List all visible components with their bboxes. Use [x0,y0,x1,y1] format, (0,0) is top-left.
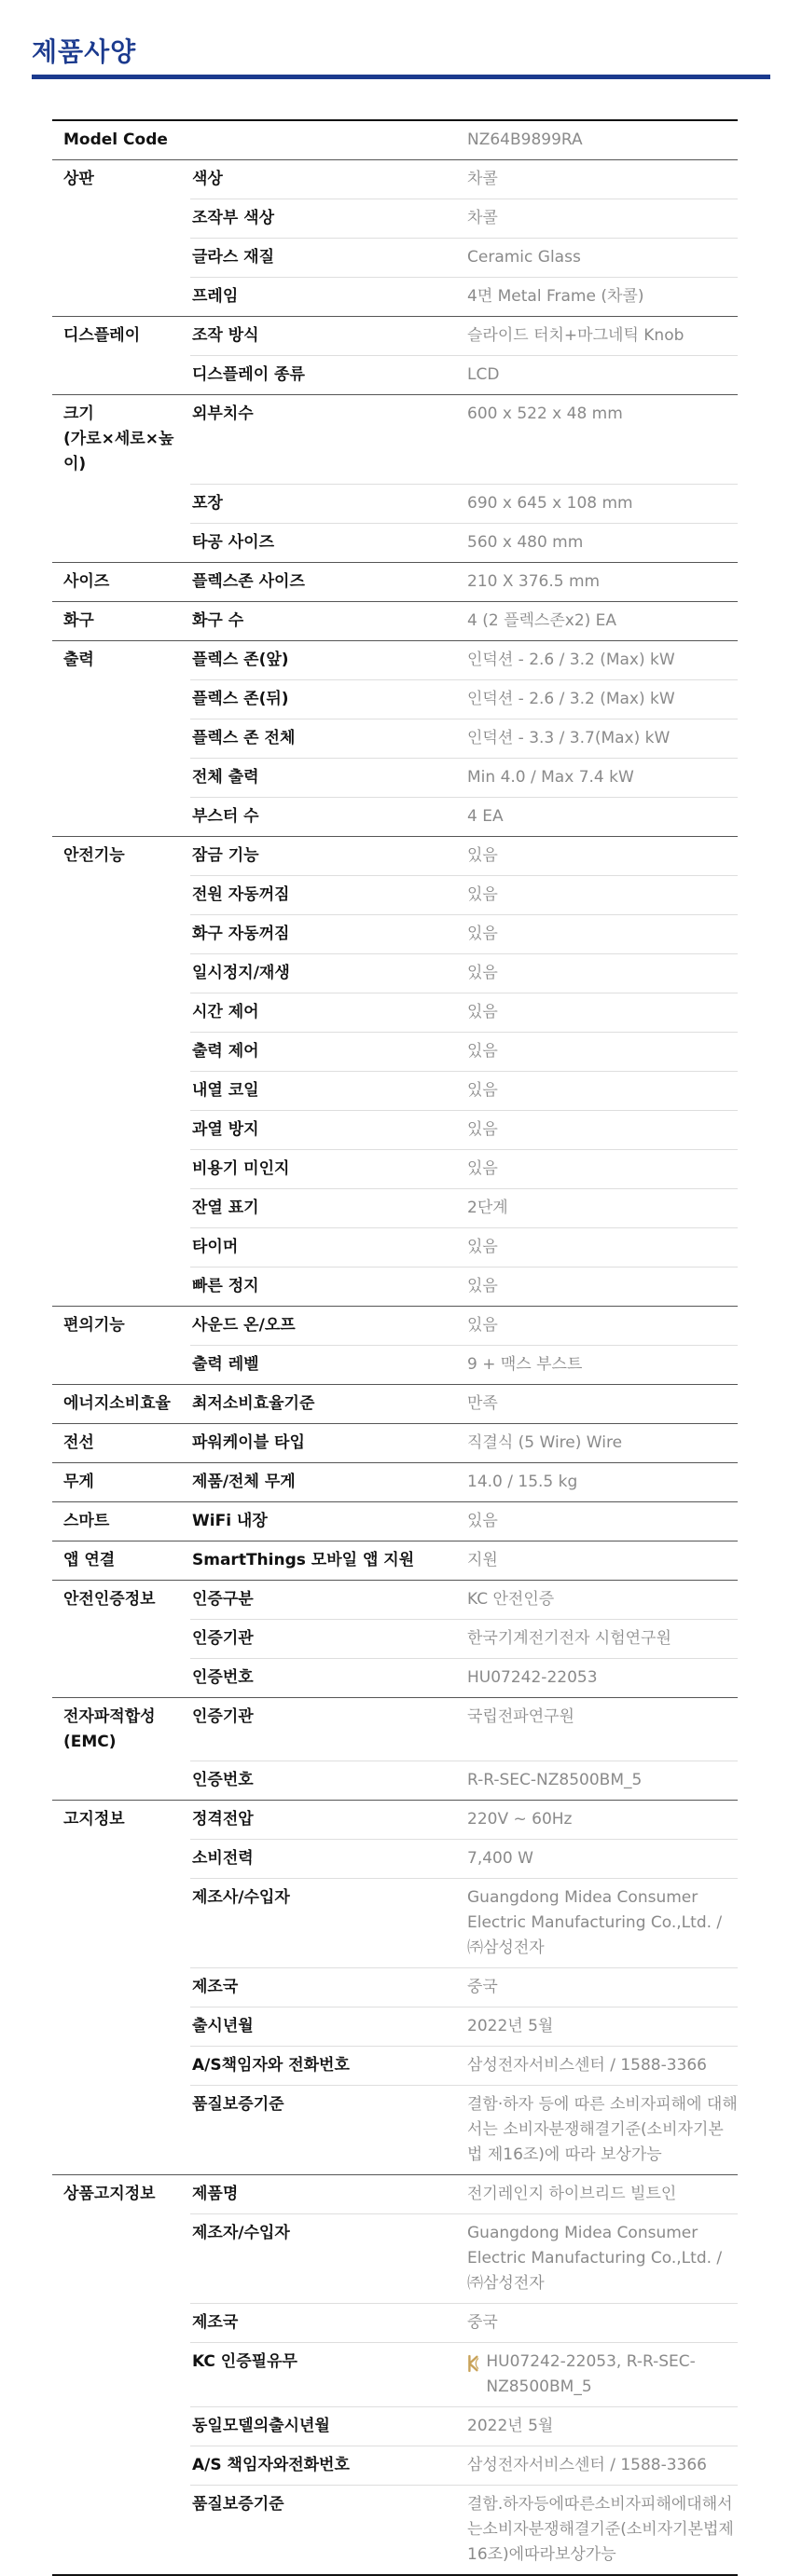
spec-value: 차콜 [467,199,738,239]
spec-value: 인덕션 - 2.6 / 3.2 (Max) kW [467,640,738,679]
spec-category [52,2343,190,2407]
spec-label: 색상 [190,160,467,199]
spec-row [52,395,738,485]
spec-label: 제조사/수입자 [190,1879,467,1968]
spec-row [52,1968,738,2007]
spec-row [52,640,738,679]
spec-row [52,278,738,317]
spec-label: 품질보증기준 [190,2086,467,2175]
spec-row [52,120,738,160]
kc-mark-icon [467,2352,480,2375]
spec-value: NZ64B9899RA [467,120,738,160]
spec-value: 있음 [467,1267,738,1306]
spec-value: 있음 [467,914,738,953]
spec-label: 인증기관 [190,1619,467,1658]
spec-label: 타공 사이즈 [190,523,467,562]
spec-label: 플렉스존 사이즈 [190,562,467,601]
kc-cert-value [467,2350,738,2400]
spec-category [52,2304,190,2343]
spec-label: 사운드 온/오프 [190,1306,467,1345]
spec-category [52,2486,190,2576]
spec-category: 출력 [52,640,190,679]
spec-value: 2022년 5월 [467,2007,738,2047]
spec-row [52,1619,738,1658]
spec-table [52,119,738,2576]
spec-value: Guangdong Midea Consumer Electric Manufacturing Co.,Ltd. / ㈜삼성전자 [467,2214,738,2304]
spec-value: 인덕션 - 3.3 / 3.7(Max) kW [467,719,738,758]
spec-row [52,1462,738,1501]
spec-label: 외부치수 [190,395,467,485]
spec-category: 크기 (가로×세로×높이) [52,395,190,485]
spec-category [52,1840,190,1879]
spec-row [52,1345,738,1384]
spec-value: 있음 [467,1149,738,1188]
spec-label: 플렉스 존(앞) [190,640,467,679]
spec-category: 사이즈 [52,562,190,601]
spec-label: 품질보증기준 [190,2486,467,2576]
spec-category [52,356,190,395]
spec-value: 결함.하자등에따른소비자피해에대해서는소비자분쟁해결기준(소비자기본법제16조)에따라보상가능 [467,2486,738,2576]
spec-value: Ceramic Glass [467,239,738,278]
spec-label [190,120,467,160]
spec-category [52,1071,190,1110]
spec-category [52,797,190,836]
spec-label: 정격전압 [190,1801,467,1840]
spec-value: 4 EA [467,797,738,836]
spec-label: 전체 출력 [190,758,467,797]
spec-label: 부스터 수 [190,797,467,836]
spec-value: 있음 [467,1032,738,1071]
spec-row [52,1580,738,1619]
spec-value: Min 4.0 / Max 7.4 kW [467,758,738,797]
spec-row [52,601,738,640]
spec-row [52,2007,738,2047]
spec-row [52,2343,738,2407]
spec-category [52,1761,190,1801]
spec-row [52,2407,738,2446]
spec-value: 690 x 645 x 108 mm [467,484,738,523]
spec-row [52,1501,738,1541]
spec-label: WiFi 내장 [190,1501,467,1541]
spec-category [52,993,190,1032]
spec-category [52,1345,190,1384]
title-divider [32,75,770,79]
spec-category: Model Code [52,120,190,160]
spec-value: HU07242-22053 [467,1658,738,1697]
spec-row [52,1423,738,1462]
spec-category: 에너지소비효율 [52,1384,190,1423]
spec-label: 인증기관 [190,1697,467,1761]
spec-category [52,2007,190,2047]
spec-label: 포장 [190,484,467,523]
spec-label: 동일모델의출시년월 [190,2407,467,2446]
spec-category: 전선 [52,1423,190,1462]
spec-row [52,797,738,836]
spec-row [52,1801,738,1840]
spec-row [52,1110,738,1149]
spec-category: 안전인증정보 [52,1580,190,1619]
page-title: 제품사양 [32,36,137,67]
spec-label: KC 인증필유무 [190,2343,467,2407]
spec-label: 제조국 [190,2304,467,2343]
spec-value: 600 x 522 x 48 mm [467,395,738,485]
spec-value: 직결식 (5 Wire) Wire [467,1423,738,1462]
spec-label: 출력 레벨 [190,1345,467,1384]
spec-category: 상판 [52,160,190,199]
spec-row [52,1541,738,1580]
spec-category [52,1188,190,1227]
spec-row [52,2086,738,2175]
spec-value: 한국기계전기전자 시험연구원 [467,1619,738,1658]
spec-value: Guangdong Midea Consumer Electric Manufacturing Co.,Ltd. / ㈜삼성전자 [467,1879,738,1968]
spec-row [52,993,738,1032]
spec-row [52,1697,738,1761]
spec-category: 편의기능 [52,1306,190,1345]
spec-row [52,1188,738,1227]
spec-label: 출력 제어 [190,1032,467,1071]
spec-row [52,719,738,758]
spec-row [52,2304,738,2343]
spec-row [52,2214,738,2304]
spec-value: KC 안전인증 [467,1580,738,1619]
spec-category: 앱 연결 [52,1541,190,1580]
spec-row [52,1032,738,1071]
spec-category: 안전기능 [52,836,190,875]
spec-label: 인증번호 [190,1658,467,1697]
spec-category [52,758,190,797]
spec-label: 조작 방식 [190,317,467,356]
spec-label: 화구 자동꺼짐 [190,914,467,953]
spec-row [52,1658,738,1697]
spec-value: 삼성전자서비스센터 / 1588-3366 [467,2047,738,2086]
spec-value: 4 (2 플렉스존x2) EA [467,601,738,640]
spec-category [52,1879,190,1968]
spec-value: 중국 [467,1968,738,2007]
spec-row [52,2446,738,2486]
spec-value: 있음 [467,953,738,993]
spec-category: 화구 [52,601,190,640]
spec-category [52,679,190,719]
spec-label: 타이머 [190,1227,467,1267]
spec-label: 출시년월 [190,2007,467,2047]
spec-value: 220V ~ 60Hz [467,1801,738,1840]
spec-category: 고지정보 [52,1801,190,1840]
spec-row [52,1267,738,1306]
spec-category [52,199,190,239]
spec-category: 디스플레이 [52,317,190,356]
spec-category [52,2047,190,2086]
spec-label: 플렉스 존 전체 [190,719,467,758]
spec-value: 차콜 [467,160,738,199]
spec-label: 인증번호 [190,1761,467,1801]
spec-row [52,953,738,993]
spec-row [52,562,738,601]
spec-value: 있음 [467,1110,738,1149]
spec-label: SmartThings 모바일 앱 지원 [190,1541,467,1580]
spec-row [52,317,738,356]
spec-category [52,523,190,562]
spec-row [52,356,738,395]
spec-row [52,2175,738,2214]
spec-label: 잔열 표기 [190,1188,467,1227]
spec-value: HU07242-22053, R-R-SEC-NZ8500BM_5 [486,2352,696,2396]
spec-category [52,2214,190,2304]
spec-value: 있음 [467,993,738,1032]
spec-label: 과열 방지 [190,1110,467,1149]
spec-value: 있음 [467,1071,738,1110]
spec-label: 전원 자동꺼짐 [190,875,467,914]
spec-row [52,679,738,719]
spec-label: 최저소비효율기준 [190,1384,467,1423]
spec-category [52,1267,190,1306]
spec-value: 있음 [467,1306,738,1345]
spec-category [52,875,190,914]
spec-category [52,2086,190,2175]
spec-label: 시간 제어 [190,993,467,1032]
spec-label: 빠른 정지 [190,1267,467,1306]
spec-row [52,2047,738,2086]
spec-category [52,1658,190,1697]
spec-label: 잠금 기능 [190,836,467,875]
spec-value: 만족 [467,1384,738,1423]
spec-value: 2단계 [467,1188,738,1227]
spec-label: A/S 책임자와전화번호 [190,2446,467,2486]
spec-label: 화구 수 [190,601,467,640]
spec-value: 슬라이드 터치+마그네틱 Knob [467,317,738,356]
spec-row [52,199,738,239]
spec-label: 글라스 재질 [190,239,467,278]
spec-row [52,1840,738,1879]
spec-value: 삼성전자서비스센터 / 1588-3366 [467,2446,738,2486]
spec-row [52,1384,738,1423]
spec-value: 9 + 맥스 부스트 [467,1345,738,1384]
spec-row [52,1227,738,1267]
spec-category [52,278,190,317]
spec-row [52,160,738,199]
spec-value: 있음 [467,1501,738,1541]
spec-row [52,1306,738,1345]
spec-label: 파워케이블 타입 [190,1423,467,1462]
spec-label: 플렉스 존(뒤) [190,679,467,719]
spec-label: 일시정지/재생 [190,953,467,993]
spec-label: 디스플레이 종류 [190,356,467,395]
spec-value: 결함·하자 등에 따른 소비자피해에 대해서는 소비자분쟁해결기준(소비자기본법 제16조)에 따라 보상가능 [467,2086,738,2175]
spec-category: 무게 [52,1462,190,1501]
spec-label: 제품/전체 무게 [190,1462,467,1501]
spec-value: 있음 [467,836,738,875]
spec-row [52,1879,738,1968]
spec-label: 비용기 미인지 [190,1149,467,1188]
spec-category [52,1032,190,1071]
spec-category [52,2407,190,2446]
spec-category [52,1110,190,1149]
spec-value: 7,400 W [467,1840,738,1879]
spec-value: 4면 Metal Frame (차콜) [467,278,738,317]
spec-value: 있음 [467,875,738,914]
spec-label: 제품명 [190,2175,467,2214]
spec-table-body [52,120,738,2575]
spec-row [52,1071,738,1110]
spec-category [52,1149,190,1188]
spec-row [52,2486,738,2576]
spec-value: R-R-SEC-NZ8500BM_5 [467,1761,738,1801]
spec-value: 있음 [467,1227,738,1267]
spec-label: 프레임 [190,278,467,317]
spec-row [52,758,738,797]
spec-label: 제조국 [190,1968,467,2007]
spec-label: 조작부 색상 [190,199,467,239]
spec-label: 제조자/수입자 [190,2214,467,2304]
spec-value: 560 x 480 mm [467,523,738,562]
spec-category [52,2446,190,2486]
spec-value: 14.0 / 15.5 kg [467,1462,738,1501]
spec-value: 국립전파연구원 [467,1697,738,1761]
spec-value: 중국 [467,2304,738,2343]
spec-category [52,1968,190,2007]
spec-label: A/S책임자와 전화번호 [190,2047,467,2086]
spec-value: 인덕션 - 2.6 / 3.2 (Max) kW [467,679,738,719]
spec-value: LCD [467,356,738,395]
spec-category [52,953,190,993]
spec-row [52,914,738,953]
spec-category: 전자파적합성 (EMC) [52,1697,190,1761]
spec-row [52,239,738,278]
spec-value: 2022년 5월 [467,2407,738,2446]
spec-row [52,1761,738,1801]
spec-row [52,836,738,875]
spec-category: 스마트 [52,1501,190,1541]
spec-label: 소비전력 [190,1840,467,1879]
spec-category [52,719,190,758]
spec-value: 210 X 376.5 mm [467,562,738,601]
spec-row [52,484,738,523]
spec-row [52,875,738,914]
spec-row [52,523,738,562]
spec-label: 내열 코일 [190,1071,467,1110]
spec-value: 전기레인지 하이브리드 빌트인 [467,2175,738,2214]
spec-label: 인증구분 [190,1580,467,1619]
spec-category [52,239,190,278]
spec-category: 상품고지정보 [52,2175,190,2214]
spec-category [52,1619,190,1658]
spec-category [52,1227,190,1267]
spec-value: 지원 [467,1541,738,1580]
spec-category [52,484,190,523]
spec-category [52,914,190,953]
spec-row [52,1149,738,1188]
